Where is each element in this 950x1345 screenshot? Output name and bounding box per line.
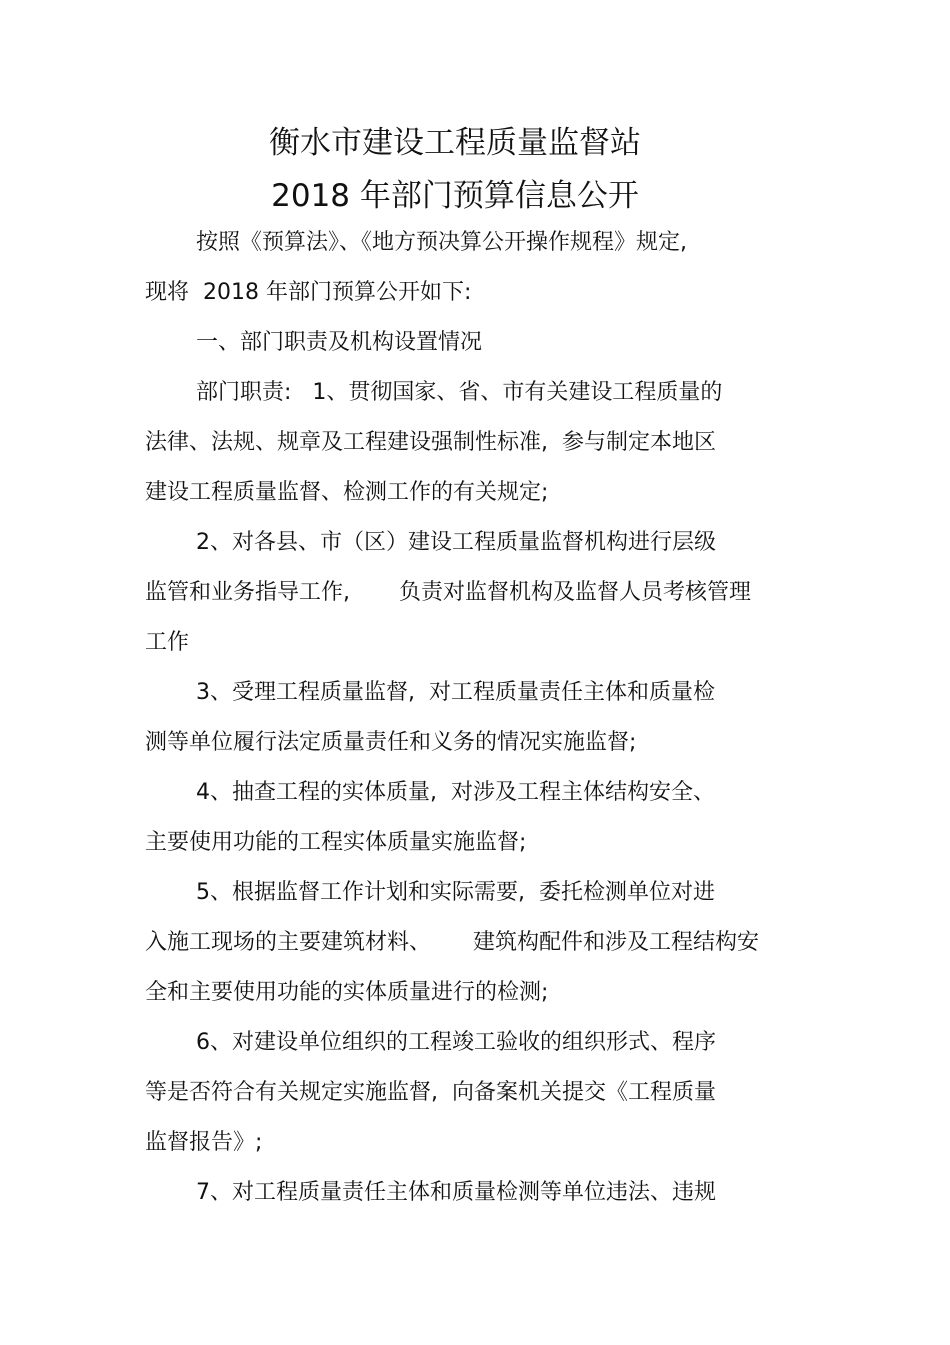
paragraph-line: 4、抽查工程的实体质量, 对涉及工程主体结构安全、 bbox=[196, 780, 715, 805]
paragraph-line: 部门职责: 1、贯彻国家、省、市有关建设工程质量的 bbox=[196, 380, 723, 405]
paragraph-line: 测等单位履行法定质量责任和义务的情况实施监督; bbox=[145, 730, 637, 755]
paragraph-line: 全和主要使用功能的实体质量进行的检测; bbox=[145, 980, 549, 1005]
paragraph-line: 监管和业务指导工作, 负责对监督机构及监督人员考核管理 bbox=[145, 580, 751, 605]
paragraph-line: 等是否符合有关规定实施监督, 向备案机关提交《工程质量 bbox=[145, 1080, 716, 1105]
paragraph-line: 按照《预算法》、《地方预决算公开操作规程》规定, bbox=[196, 230, 687, 255]
section-heading: 一、部门职责及机构设置情况 bbox=[196, 330, 483, 355]
paragraph-line: 主要使用功能的工程实体质量实施监督; bbox=[145, 830, 527, 855]
paragraph-line: 法律、法规、规章及工程建设强制性标准, 参与制定本地区 bbox=[145, 430, 716, 455]
paragraph-line: 7、对工程质量责任主体和质量检测等单位违法、违规 bbox=[196, 1180, 716, 1205]
paragraph-line: 3、受理工程质量监督, 对工程质量责任主体和质量检 bbox=[196, 680, 715, 705]
paragraph-line: 2、对各县、市（区）建设工程质量监督机构进行层级 bbox=[196, 530, 716, 555]
paragraph-line: 现将 2018 年部门预算公开如下: bbox=[145, 280, 472, 305]
document-subtitle: 2018 年部门预算信息公开 bbox=[271, 178, 639, 214]
paragraph-line: 建设工程质量监督、检测工作的有关规定; bbox=[145, 480, 549, 505]
paragraph-line: 监督报告》; bbox=[145, 1130, 263, 1155]
paragraph-line: 5、根据监督工作计划和实际需要, 委托检测单位对进 bbox=[196, 880, 715, 905]
paragraph-line: 入施工现场的主要建筑材料、 建筑构配件和涉及工程结构安 bbox=[145, 930, 759, 955]
paragraph-line: 工作 bbox=[145, 630, 190, 655]
document-title: 衡水市建设工程质量监督站 bbox=[269, 125, 641, 161]
paragraph-line: 6、对建设单位组织的工程竣工验收的组织形式、程序 bbox=[196, 1030, 716, 1055]
